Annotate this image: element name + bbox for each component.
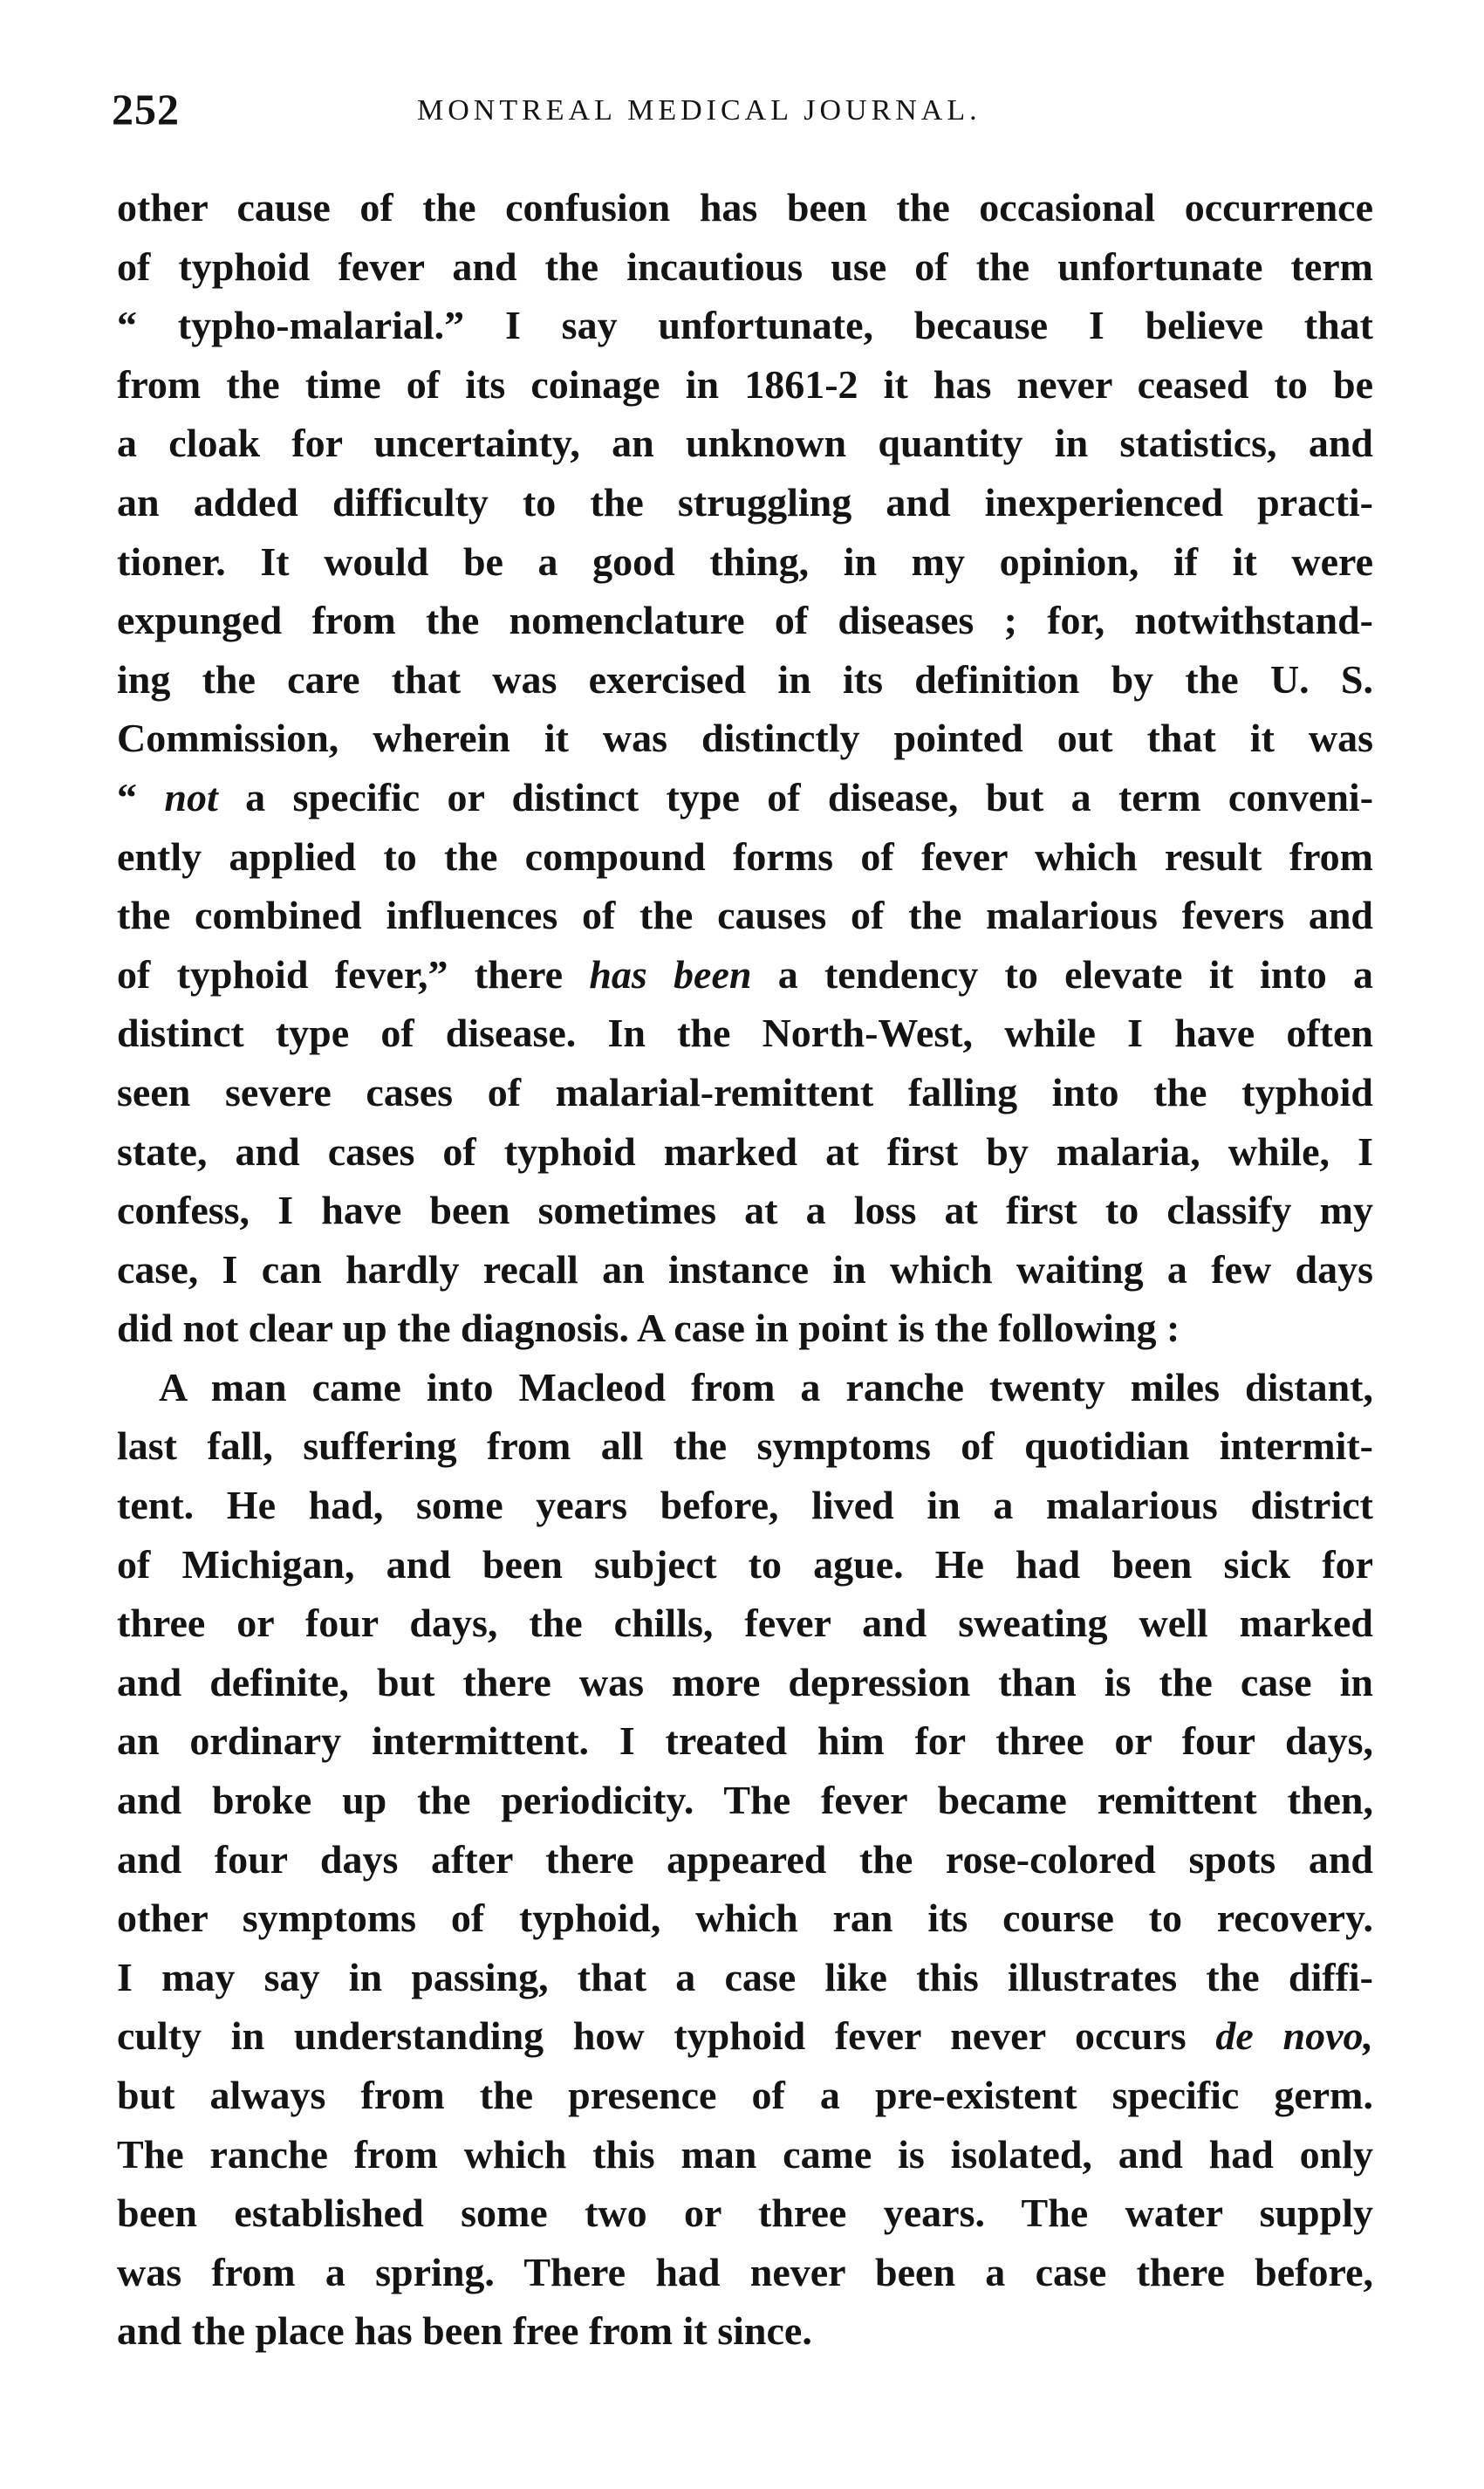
text-line: [117, 1830, 1373, 1889]
text-run: of typhoid fever and the incautious use of the unfortunate term: [117, 243, 1373, 289]
text-line: [117, 2125, 1373, 2184]
text-run: last fall, suffering from all the symptoms of quotidian intermit-: [117, 1423, 1373, 1469]
text-line: [117, 532, 1373, 592]
text-run: distinct type of disease. In the North-West, while I have often: [117, 1011, 1373, 1056]
paragraph: [117, 178, 1373, 1358]
text-run: “: [117, 774, 165, 819]
text-run: “ typho-malarial.” I say unfortunate, because I believe that: [117, 303, 1373, 348]
text-run: and definite, but there was more depression than is the case in: [117, 1659, 1373, 1704]
text-line: [117, 1358, 1373, 1417]
text-run: ing the care that was exercised in its definition by the U. S.: [117, 656, 1373, 702]
text-line: [117, 1476, 1373, 1535]
text-run: confess, I have been sometimes at a loss at first to classify my: [117, 1188, 1373, 1233]
text-run: ently applied to the compound forms of fever which result from: [117, 833, 1373, 879]
text-run: an ordinary intermittent. I treated him for three or four days,: [117, 1718, 1373, 1764]
text-run: expunged from the nomenclature of diseases ; for, notwithstand-: [117, 598, 1373, 643]
text-run: a cloak for uncertainty, an unknown quantity in statistics, and: [117, 421, 1373, 466]
text-line: [117, 237, 1373, 297]
text-run: three or four days, the chills, fever and sweating well marked: [117, 1601, 1373, 1646]
text-line: [117, 886, 1373, 945]
text-run: the combined influences of the causes of the malarious fevers and: [117, 893, 1373, 938]
text-line: [117, 2243, 1373, 2302]
text-run: of Michigan, and been subject to ague. He had been sick for: [117, 1541, 1373, 1587]
text-line: [117, 1653, 1373, 1712]
text-run: an added difficulty to the struggling and inexperienced practi-: [117, 479, 1373, 525]
text-line: [117, 1299, 1373, 1358]
text-line: [117, 768, 1373, 827]
text-line: [117, 1004, 1373, 1063]
text-line: [117, 591, 1373, 650]
text-line: [117, 296, 1373, 355]
text-line: [117, 2301, 1373, 2361]
text-run: state, and cases of typhoid marked at first by malaria, while, I: [117, 1128, 1373, 1174]
text-line: [117, 1535, 1373, 1594]
text-line: [117, 945, 1373, 1005]
text-line: [117, 1711, 1373, 1771]
text-line: [117, 1181, 1373, 1240]
text-line: [117, 650, 1373, 710]
text-run: case, I can hardly recall an instance in which waiting a few days: [117, 1246, 1373, 1292]
text-line: [117, 1122, 1373, 1182]
text-run: tent. He had, some years before, lived in a malarious district: [117, 1483, 1373, 1528]
italic-text: has been: [589, 951, 752, 997]
page-header: [112, 84, 1351, 145]
text-run: I may say in passing, that a case like this illustrates the diffi-: [117, 1954, 1373, 1999]
text-line: [117, 414, 1373, 473]
text-run: and four days after there appeared the rose-colored spots and: [117, 1836, 1373, 1882]
text-run: other symptoms of typhoid, which ran its course to recovery.: [117, 1896, 1373, 1941]
text-run: tioner. It would be a good thing, in my opinion, if it were: [117, 538, 1373, 584]
text-run: but always from the presence of a pre-existent specific germ.: [117, 2073, 1373, 2117]
text-run: seen severe cases of malarial-remittent falling into the typhoid: [117, 1069, 1373, 1114]
text-line: [117, 1889, 1373, 1948]
text-run: a tendency to elevate it into a: [751, 951, 1373, 997]
text-run: Commission, wherein it was distinctly pointed out that it was: [117, 716, 1373, 761]
text-run: of typhoid fever,” there: [117, 951, 590, 997]
text-run: a specific or distinct type of disease, but a term conveni-: [217, 774, 1374, 819]
text-run: and broke up the periodicity. The fever became remittent then,: [117, 1778, 1373, 1823]
text-line: [117, 1416, 1373, 1476]
italic-text: not: [164, 774, 218, 819]
text-run: did not clear up the diagnosis. A case in point is the following :: [117, 1306, 1180, 1351]
text-run: culty in understanding how typhoid fever never occurs: [117, 2013, 1216, 2059]
text-line: [117, 709, 1373, 768]
text-line: [117, 2184, 1373, 2243]
text-run: The ranche from which this man came is isolated, and had only: [117, 2131, 1373, 2177]
text-line: [117, 1594, 1373, 1653]
text-line: [117, 1063, 1373, 1122]
text-run: A man came into Macleod from a ranche twenty miles distant,: [159, 1364, 1373, 1409]
paragraph: [117, 1358, 1373, 2361]
page-number: 252: [112, 85, 180, 134]
body-text: [117, 178, 1373, 2361]
text-line: [117, 473, 1373, 532]
text-line: [117, 2066, 1373, 2125]
text-run: was from a spring. There had never been a case there before,: [117, 2249, 1373, 2294]
text-line: [117, 178, 1373, 237]
text-line: [117, 1948, 1373, 2007]
text-line: [117, 1771, 1373, 1830]
text-run: and the place has been free from it since.: [117, 2308, 812, 2354]
running-head: MONTREAL MEDICAL JOURNAL.: [417, 94, 981, 127]
text-line: [117, 1240, 1373, 1299]
text-line: [117, 827, 1373, 887]
text-run: been established some two or three years. The water supply: [117, 2191, 1373, 2236]
italic-text: de novo,: [1215, 2013, 1374, 2059]
text-run: from the time of its coinage in 1861-2 it has never ceased to be: [117, 361, 1373, 407]
text-line: [117, 355, 1373, 415]
text-run: other cause of the confusion has been the occasional occurrence: [117, 185, 1373, 230]
text-line: [117, 2006, 1373, 2066]
